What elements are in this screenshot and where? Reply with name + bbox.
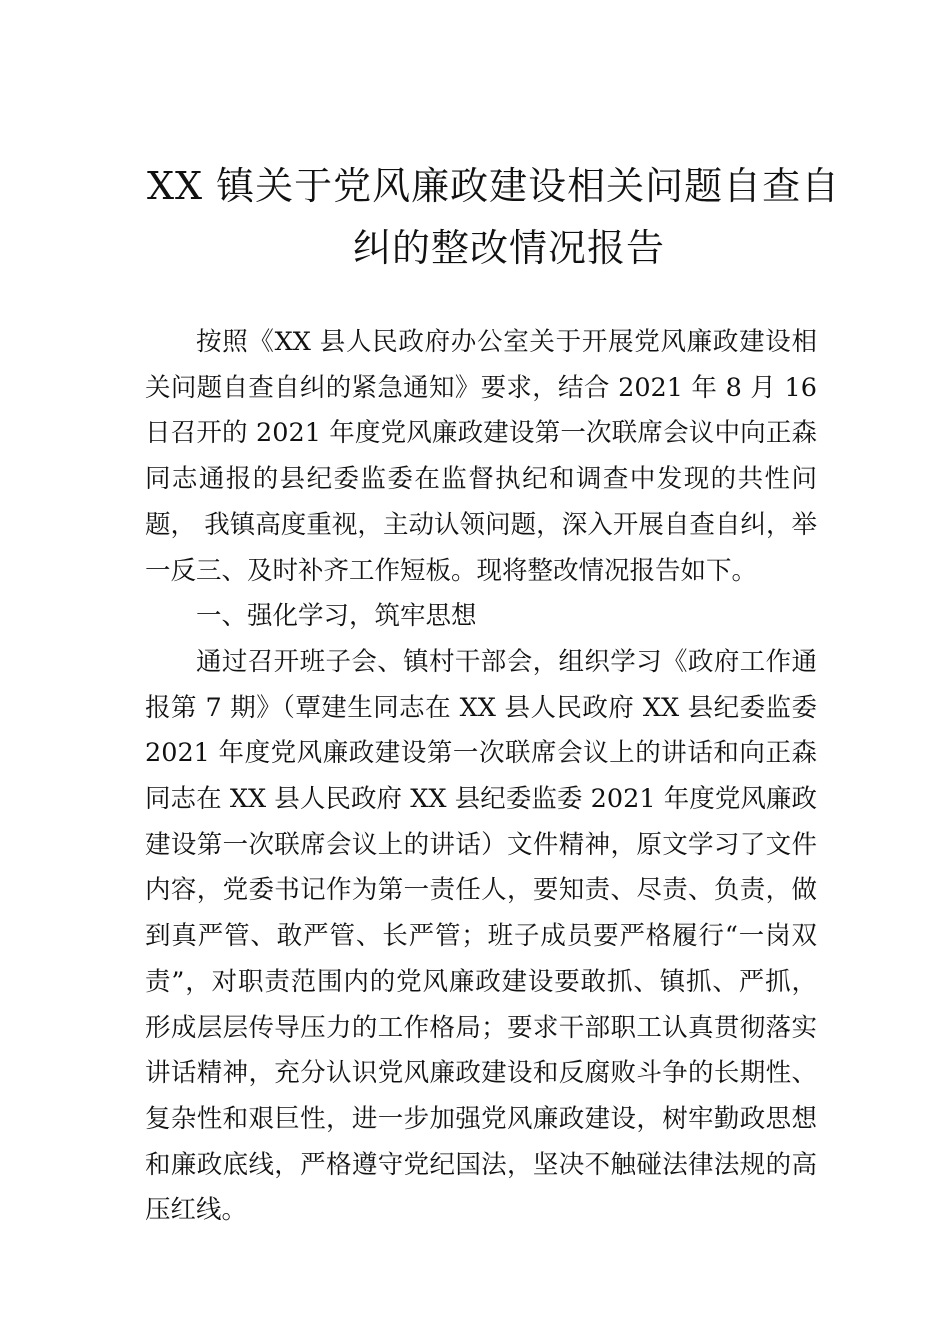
document-body <box>145 320 817 1234</box>
document-title-line-2: 纠的整改情况报告 <box>353 226 666 270</box>
section-1-paragraph: 通过召开班子会、镇村干部会，组织学习《政府工作通报第 7 期》（覃建生同志在 XX 县人民政府 XX 县纪委监委 2021 年度党风廉政建设第一次联席会议上的讲话和向正森同志在 XX 县人民政府 XX 县纪委监委 2021 年度党风廉政建设第一次联席会议上的讲话）文件精神，原文学习了文件内容，党委书记作为第一责任人，要知责、尽责、负责，做到真严管、敢严管、长严管；班子成员要严格履行“一岗双责”，对职责范围内的党风廉政建设要敢抓、镇抓、严抓，形成层层传导压力的工作格局；要求干部职工认真贯彻落实讲话精神，充分认识党风廉政建设和反腐败斗争的长期性、复杂性和艰巨性，进一步加强党风廉政建设，树牢勤政思想和廉政底线，严格遵守党纪国法，坚决不触碰法律法规的高压红线。 <box>145 646 817 1226</box>
document-title-line-1: XX 镇关于党风廉政建设相关问题自查自 <box>147 164 841 208</box>
section-heading-1: 一、强化学习，筑牢思想 <box>196 601 477 632</box>
intro-paragraph: 按照《XX 县人民政府办公室关于开展党风廉政建设相关问题自查自纠的紧急通知》要求，结合 2021 年 8 月 16 日召开的 2021 年度党风廉政建设第一次联席会议中向正森同志通报的县纪委监委在监督执纪和调查中发现的共性问题， 我镇高度重视，主动认领问题，深入开展自查自纠，举一反三、及时补齐工作短板。现将整改情况报告如下。 <box>145 327 817 586</box>
